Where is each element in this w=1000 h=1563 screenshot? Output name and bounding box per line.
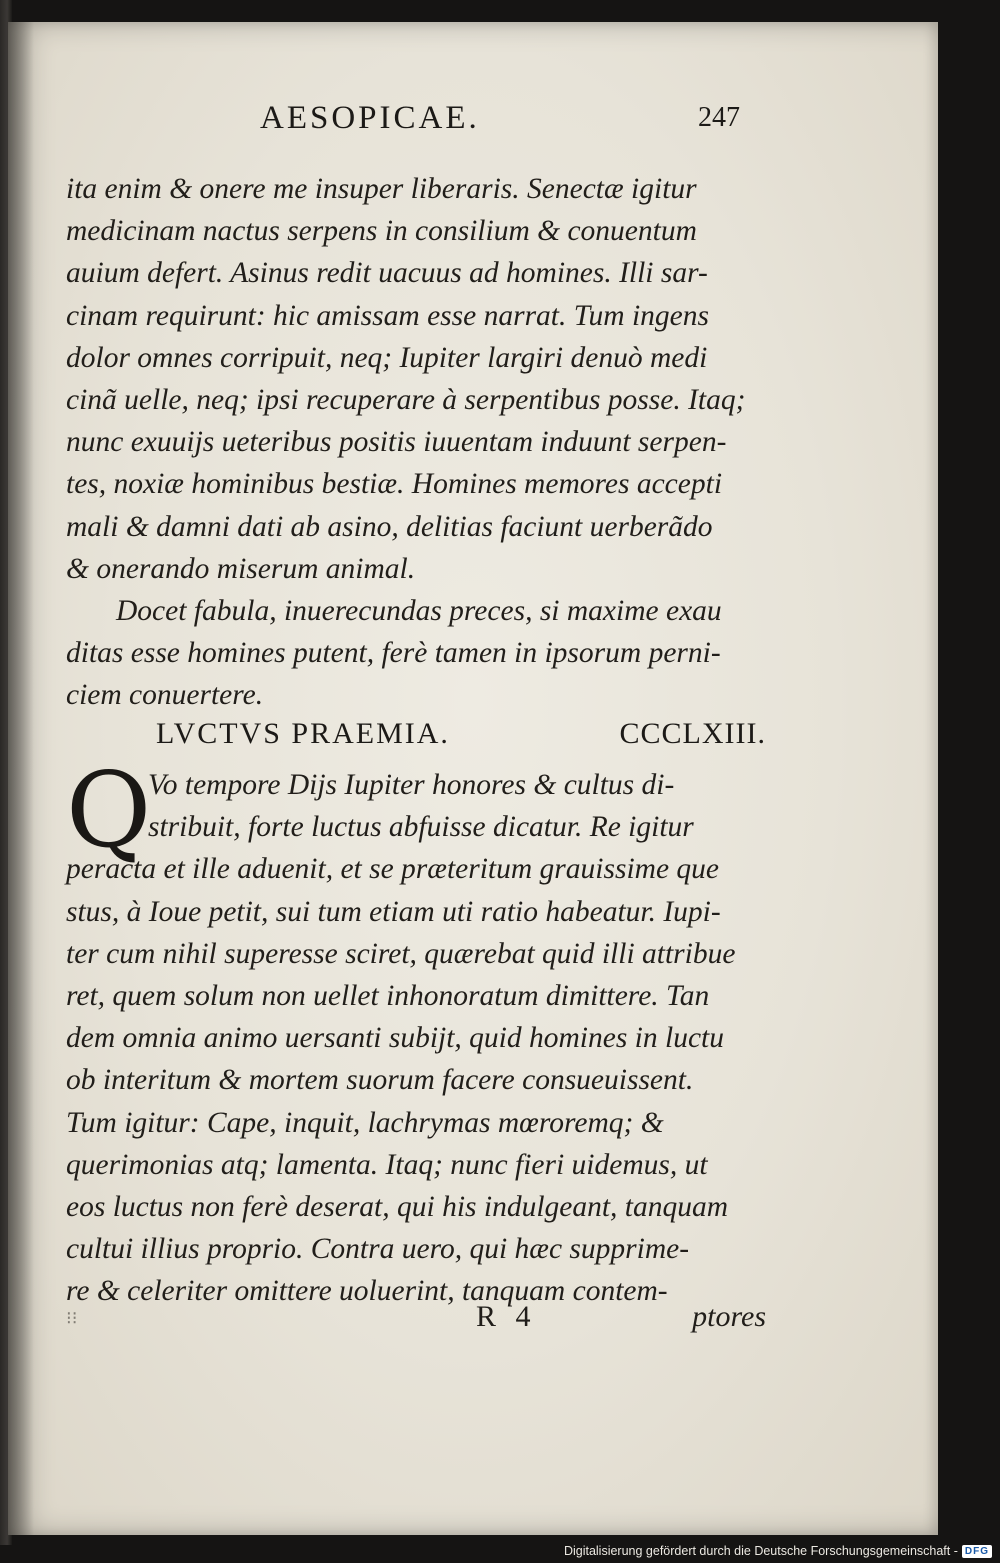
text-line: nunc exuuijs ueteribus positis iuuentam induunt serpen-: [66, 426, 727, 459]
catchword: ptores: [692, 1300, 766, 1333]
ink-mark: ⁝⁝: [66, 1308, 78, 1328]
text-line: peracta et ille aduenit, et se præteritum grauissime que: [66, 853, 720, 886]
text-line: ter cum nihil superesse sciret, quærebat quid illi attribue: [66, 937, 736, 970]
text-line: medicinam nactus serpens in consilium & conuentum: [66, 215, 697, 248]
moral-line: ditas esse homines putent, ferè tamen in ipsorum perni-: [66, 637, 721, 670]
text-line: stus, à Ioue petit, sui tum etiam uti ratio habeatur. Iupi-: [66, 895, 721, 928]
page-header: [8, 100, 938, 144]
text-line: Tum igitur: Cape, inquit, lachrymas mœroremq; &: [66, 1106, 664, 1139]
text-line: dem omnia animo uersanti subijt, quid homines in luctu: [66, 1022, 724, 1055]
text-line: re & celeriter omittere uoluerint, tanquam contem-: [66, 1275, 668, 1308]
signature-mark: R 4: [476, 1300, 537, 1333]
text-line: cinã uelle, neq; ipsi recuperare à serpentibus posse. Itaq;: [66, 383, 746, 416]
credit-text: Digitalisierung gefördert durch die Deutsche Forschungsgemeinschaft -: [563, 1544, 958, 1558]
fable-text: [66, 764, 766, 1312]
page-footer: [66, 1300, 766, 1340]
text-line: querimonias atq; lamenta. Itaq; nunc fieri uidemus, ut: [66, 1148, 708, 1181]
decorative-initial: Q: [66, 749, 152, 871]
fable-number: CCCLXIII.: [619, 717, 766, 750]
text-line: eos luctus non ferè deserat, qui his indulgeant, tanquam: [66, 1190, 729, 1223]
text-line: ita enim & onere me insuper liberaris. Senectæ igitur: [66, 173, 697, 205]
text-line: tes, noxiæ hominibus bestiæ. Homines memores accepti: [66, 468, 723, 501]
text-line: Vo tempore Dijs Iupiter honores & cultus di-: [148, 769, 675, 801]
fable-continuation-text: [66, 168, 766, 716]
text-line: mali & damni dati ab asino, delitias faciunt uerberãdo: [66, 510, 713, 543]
text-line: cultui illius proprio. Contra uero, qui hæc supprime-: [66, 1233, 690, 1266]
text-line: cinam requirunt: hic amissam esse narrat. Tum ingens: [66, 299, 709, 332]
text-line: ret, quem solum non uellet inhonoratum dimittere. Tan: [66, 979, 710, 1012]
text-line: & onerando miserum animal.: [66, 552, 416, 585]
text-line: ob interitum & mortem suorum facere consueuissent.: [66, 1064, 694, 1097]
moral-line: Docet fabula, inuerecundas preces, si maxime exau: [116, 594, 722, 627]
digitization-credit: [564, 1544, 992, 1558]
running-head: AESOPICAE.: [260, 100, 480, 136]
page-number: 247: [698, 102, 740, 133]
book-page: [8, 22, 938, 1535]
text-line: auium defert. Asinus redit uacuus ad homines. Illi sar-: [66, 257, 708, 290]
text-line: dolor omnes corripuit, neq; Iupiter largiri denuò medi: [66, 341, 708, 374]
dfg-logo-icon: DFG: [962, 1545, 992, 1558]
fable-heading: [156, 717, 766, 759]
text-line: stribuit, forte luctus abfuisse dicatur. Re igitur: [148, 811, 694, 844]
moral-line: ciem conuertere.: [66, 679, 264, 712]
fable-title: LVCTVS PRAEMIA.: [156, 717, 450, 750]
